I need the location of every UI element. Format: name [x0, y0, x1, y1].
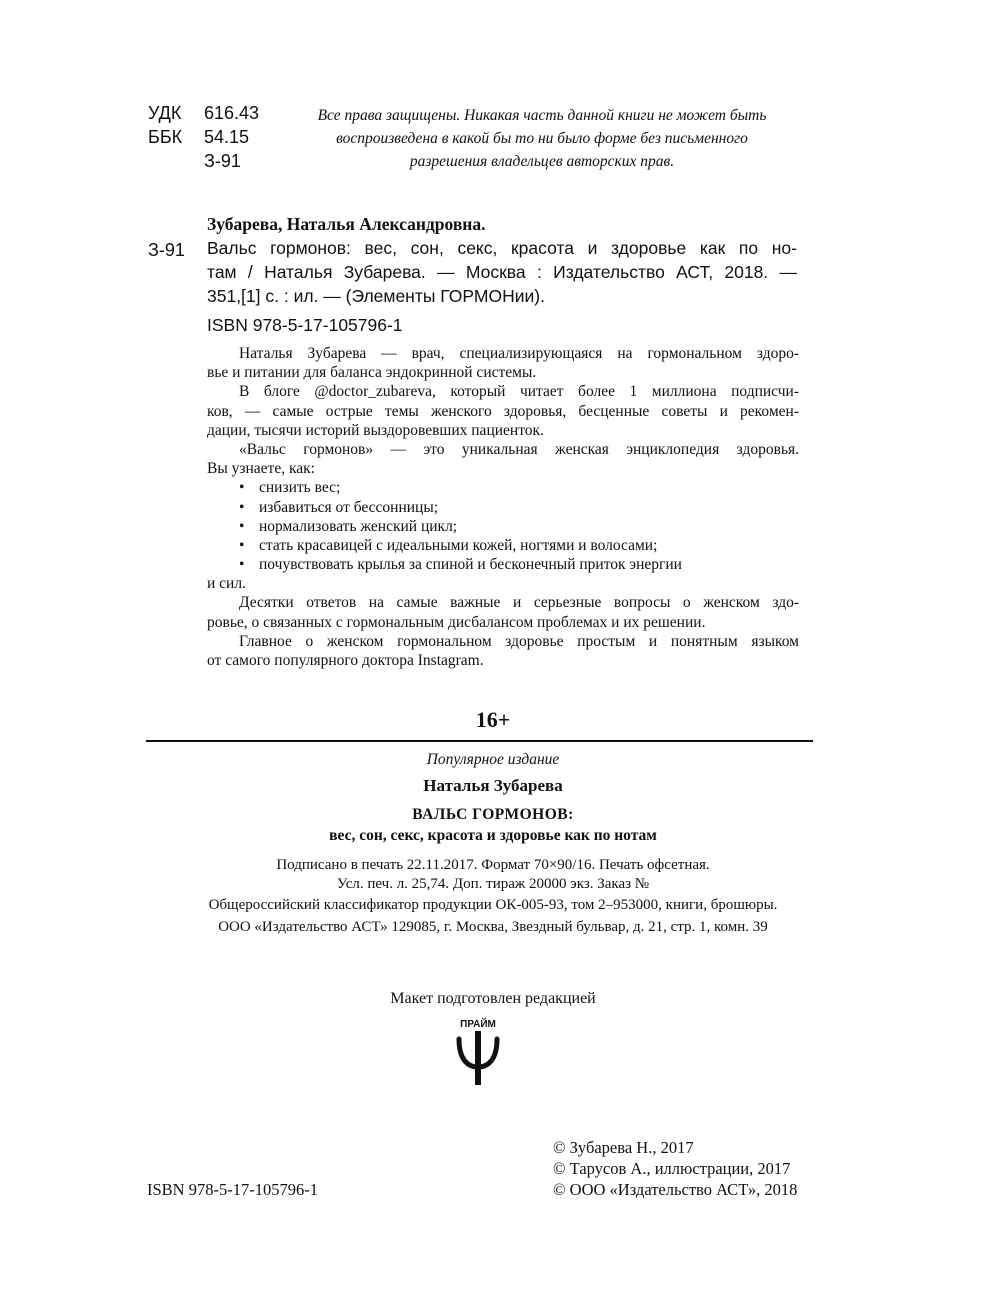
bullet-icon: •: [239, 479, 245, 497]
bibliography-isbn: ISBN 978-5-17-105796-1: [207, 315, 403, 335]
classification-block: [148, 101, 259, 173]
bullet-item: [207, 498, 799, 517]
bullet-text: почувствовать крылья за спиной и бесконечный приток энергии: [259, 556, 682, 574]
annotation-line: Десятки ответов на самые важные и серьезные вопросы о женском здо-: [239, 594, 799, 612]
imprint-line: ООО «Издательство АСТ» 129085, г. Москва, Звездный бульвар, д. 21, стр. 1, комн. 39: [218, 919, 768, 935]
bullet-icon: •: [239, 498, 245, 516]
bullet-text: снизить вес;: [259, 479, 341, 497]
bullet-continuation: и сил.: [207, 575, 246, 593]
rights-notice: [286, 104, 798, 173]
imprint-line: Подписано в печать 22.11.2017. Формат 70×90/16. Печать офсетная.: [276, 857, 710, 873]
bullet-text: стать красавицей с идеальными кожей, ногтями и волосами;: [259, 536, 658, 554]
annotation-line: ровье, о связанных с гормональным дисбалансом проблемах и их решении.: [207, 613, 706, 631]
edition-title: ВАЛЬС ГОРМОНОВ:: [412, 806, 574, 823]
logo-text: ПРАЙМ: [460, 1019, 496, 1030]
imprint-line: Усл. печ. л. 25,74. Доп. тираж 20000 экз. Заказ №: [336, 876, 650, 892]
bullet-item: [207, 517, 799, 536]
edition-type: Популярное издание: [426, 751, 560, 768]
annotation-line: Главное о женском гормональном здоровье простым и понятным языком: [239, 632, 799, 650]
bullet-text: нормализовать женский цикл;: [259, 517, 458, 535]
annotation-line: вье и питании для баланса эндокринной системы.: [207, 364, 537, 382]
author-code: З-91: [204, 151, 241, 171]
edition-author: Наталья Зубарева: [423, 776, 563, 795]
copyright-line: © Тарусов А., иллюстрации, 2017: [553, 1159, 791, 1178]
copyright-line: © ООО «Издательство АСТ», 2018: [553, 1180, 798, 1199]
bibliography-record: [207, 236, 797, 308]
bibliography-code: З-91: [148, 240, 185, 260]
age-rating: 16+: [475, 707, 511, 732]
isbn-bottom: ISBN 978-5-17-105796-1: [147, 1180, 318, 1199]
bibliography-line: 351,[1] с. : ил. — (Элементы ГОРМОНии).: [207, 286, 545, 306]
prepared-by: Макет подготовлен редакцией: [390, 990, 596, 1007]
bbk-row: [148, 125, 259, 149]
divider-line: [146, 740, 813, 742]
annotation-line: дации, тысячи историй выздоровевших пациенток.: [207, 421, 544, 439]
annotation-line: Вы узнаете, как:: [207, 460, 315, 478]
udk-label: УДК: [148, 103, 182, 123]
prime-logo: [443, 1017, 513, 1087]
bullet-icon: •: [239, 536, 245, 554]
bbk-label: ББК: [148, 127, 183, 147]
copyright-line: © Зубарева Н., 2017: [553, 1138, 694, 1157]
annotation: [207, 344, 799, 670]
bullet-item: [207, 555, 799, 574]
annotation-line: ков, — самые острые темы женского здоровья, бесценные советы и рекомен-: [207, 402, 799, 420]
bbk-value: 54.15: [204, 127, 250, 147]
udk-value: 616.43: [204, 103, 260, 123]
udk-row: [148, 101, 259, 125]
imprint-line: Общероссийский классификатор продукции ОК-005-93, том 2–953000, книги, брошюры.: [208, 897, 778, 913]
bullet-icon: •: [239, 517, 245, 535]
rights-line: воспроизведена в какой бы то ни было форме без письменного: [336, 130, 748, 147]
author-code-row: [148, 149, 259, 173]
edition-subtitle: вес, сон, секс, красота и здоровье как по нотам: [329, 827, 657, 844]
rights-line: разрешения владельцев авторских прав.: [409, 153, 675, 170]
annotation-line: В блоге @doctor_zubareva, который читает более 1 миллиона подписчи-: [239, 383, 799, 401]
annotation-line: Наталья Зубарева — врач, специализирующаяся на гормональном здоро-: [239, 345, 799, 362]
annotation-line: от самого популярного доктора Instagram.: [207, 652, 484, 669]
bibliography-line: там / Наталья Зубарева. — Москва : Издательство АСТ, 2018. —: [207, 262, 797, 282]
bibliography-author: Зубарева, Наталья Александровна.: [207, 214, 486, 234]
bullet-item: [207, 536, 799, 555]
bibliography-line: Вальс гормонов: вес, сон, секс, красота и здоровье как по но-: [207, 238, 797, 258]
annotation-line: «Вальс гормонов» — это уникальная женская энциклопедия здоровья.: [239, 440, 799, 458]
bullet-text: избавиться от бессонницы;: [259, 498, 439, 516]
rights-line: Все права защищены. Никакая часть данной книги не может быть: [317, 107, 767, 124]
bullet-item: [207, 478, 799, 497]
bullet-icon: •: [239, 556, 245, 574]
